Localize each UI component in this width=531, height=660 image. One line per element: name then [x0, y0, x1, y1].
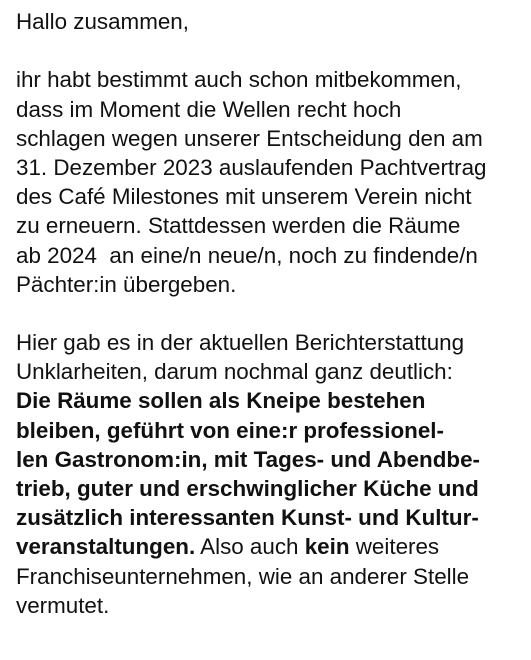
- bold-text-line: [16, 503, 526, 532]
- text-line: zu erneuern. Stattdessen werden die Räume: [16, 213, 461, 239]
- text-line: des Café Milestones mit unserem Verein nicht: [16, 184, 472, 210]
- text-line: Pächter:in übergeben.: [16, 271, 237, 297]
- bold-text-line: [16, 474, 526, 503]
- paragraph-clarification: [16, 328, 526, 620]
- bold-text: kein: [304, 534, 350, 560]
- bold-text: len Gastronom:in, mit Tages- und Abendbe-: [16, 446, 480, 472]
- text-line: 31. Dezember 2023 auslaufenden Pachtvertrag: [16, 154, 487, 180]
- paragraph-pacht: [16, 65, 526, 299]
- text-segment: Also auch: [195, 534, 305, 560]
- text-line: vermutet.: [16, 592, 110, 618]
- bold-text: veranstaltungen.: [16, 534, 196, 560]
- mixed-text-line: [16, 532, 526, 561]
- bold-text-line: [16, 445, 526, 474]
- bold-text: zusätzlich interessanten Kunst- und Kultur-: [16, 505, 479, 531]
- bold-text-line: [16, 416, 526, 445]
- text-segment: weiteres: [349, 534, 440, 560]
- text-line: schlagen wegen unserer Entscheidung den am: [16, 125, 483, 151]
- text-line: dass im Moment die Wellen recht hoch: [16, 96, 402, 122]
- paragraph-spacer: [16, 299, 526, 328]
- text-line: Hier gab es in der aktuellen Berichterstattung: [16, 330, 465, 356]
- bold-text-line: [16, 386, 526, 415]
- text-line: ihr habt bestimmt auch schon mitbekommen,: [16, 67, 462, 93]
- letter-body: [16, 7, 526, 620]
- text-line: ab 2024 an eine/n neue/n, noch zu findende/n: [16, 242, 478, 268]
- greeting: Hallo zusammen,: [16, 9, 189, 34]
- text-line: Unklarheiten, darum nochmal ganz deutlich:: [16, 359, 453, 385]
- bold-text: bleiben, geführt von eine:r professionel-: [16, 417, 444, 443]
- bold-text: trieb, guter und erschwinglicher Küche und: [16, 476, 479, 501]
- text-line: Franchiseunternehmen, wie an anderer Stelle: [16, 563, 470, 589]
- paragraph-spacer: [16, 36, 526, 65]
- bold-text: Die Räume sollen als Kneipe bestehen: [16, 388, 426, 414]
